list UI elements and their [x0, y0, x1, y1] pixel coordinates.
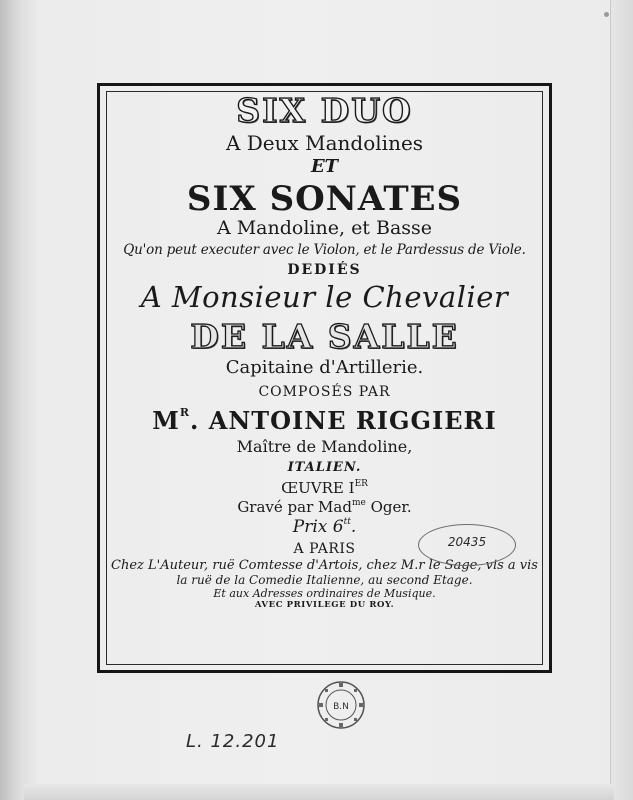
second-title: SIX SONATES — [186, 179, 463, 219]
conjunction: ET — [310, 156, 339, 177]
stamp-number: 20435 — [447, 535, 487, 549]
engraver-sup: me — [351, 497, 366, 508]
subtitle-duo: A Deux Mandolines — [225, 131, 424, 155]
composer-role: Maître de Mandoline, — [236, 436, 413, 456]
price-suffix: . — [350, 516, 357, 537]
dedicatee-line: A Monsieur le Chevalier — [140, 279, 509, 314]
subtitle-sonates: A Mandoline, et Basse — [216, 217, 433, 239]
publisher-city: A PARIS — [293, 540, 356, 557]
address-line-3: Et aux Adresses ordinaires de Musique. — [213, 586, 436, 600]
page-edge-bottom — [24, 784, 614, 800]
opus-label: ŒUVRE I — [281, 478, 355, 497]
shelfmark: L. 12.201 — [186, 731, 280, 752]
engraver-line — [104, 499, 545, 515]
dedicatee-name: DE LA SALLE — [190, 316, 459, 356]
main-title: SIX DUO — [236, 91, 413, 130]
opus-line — [104, 480, 545, 496]
price-label: Prix 6 — [292, 516, 344, 537]
library-oval-stamp — [418, 524, 516, 566]
price-sup: tt — [343, 516, 351, 527]
composer-prefix: M — [152, 405, 180, 435]
address-line-2: la ruë de la Comedie Italienne, au second Etage. — [176, 572, 473, 587]
engraver-name: Oger. — [365, 497, 412, 516]
dedication-label: DEDIÉS — [287, 261, 362, 278]
composer-name-line — [104, 407, 545, 433]
page-edge-right — [610, 0, 633, 800]
instrument-note: Qu'on peut executer avec le Violon, et le Pardessus de Viole. — [123, 242, 526, 258]
composer-name: . ANTOINE RIGGIERI — [190, 405, 497, 435]
corner-mark — [604, 12, 609, 17]
engraver-prefix: Gravé par Mad — [237, 497, 352, 516]
opus-sup: ER — [354, 478, 368, 489]
composed-by-label: COMPOSÉS PAR — [258, 383, 391, 400]
privilege-line: AVEC PRIVILEGE DU ROY. — [254, 599, 395, 610]
composer-origin: ITALIEN. — [287, 459, 362, 475]
library-round-stamp — [316, 680, 366, 730]
binding-gutter — [0, 0, 24, 800]
dedicatee-rank: Capitaine d'Artillerie. — [225, 356, 424, 378]
composer-prefix-sup: R — [179, 405, 191, 419]
address-line-1: Chez L'Auteur, ruë Comtesse d'Artois, chez M.r le Sage, vis a vis — [111, 557, 538, 573]
round-stamp-center: B.N — [333, 702, 349, 712]
